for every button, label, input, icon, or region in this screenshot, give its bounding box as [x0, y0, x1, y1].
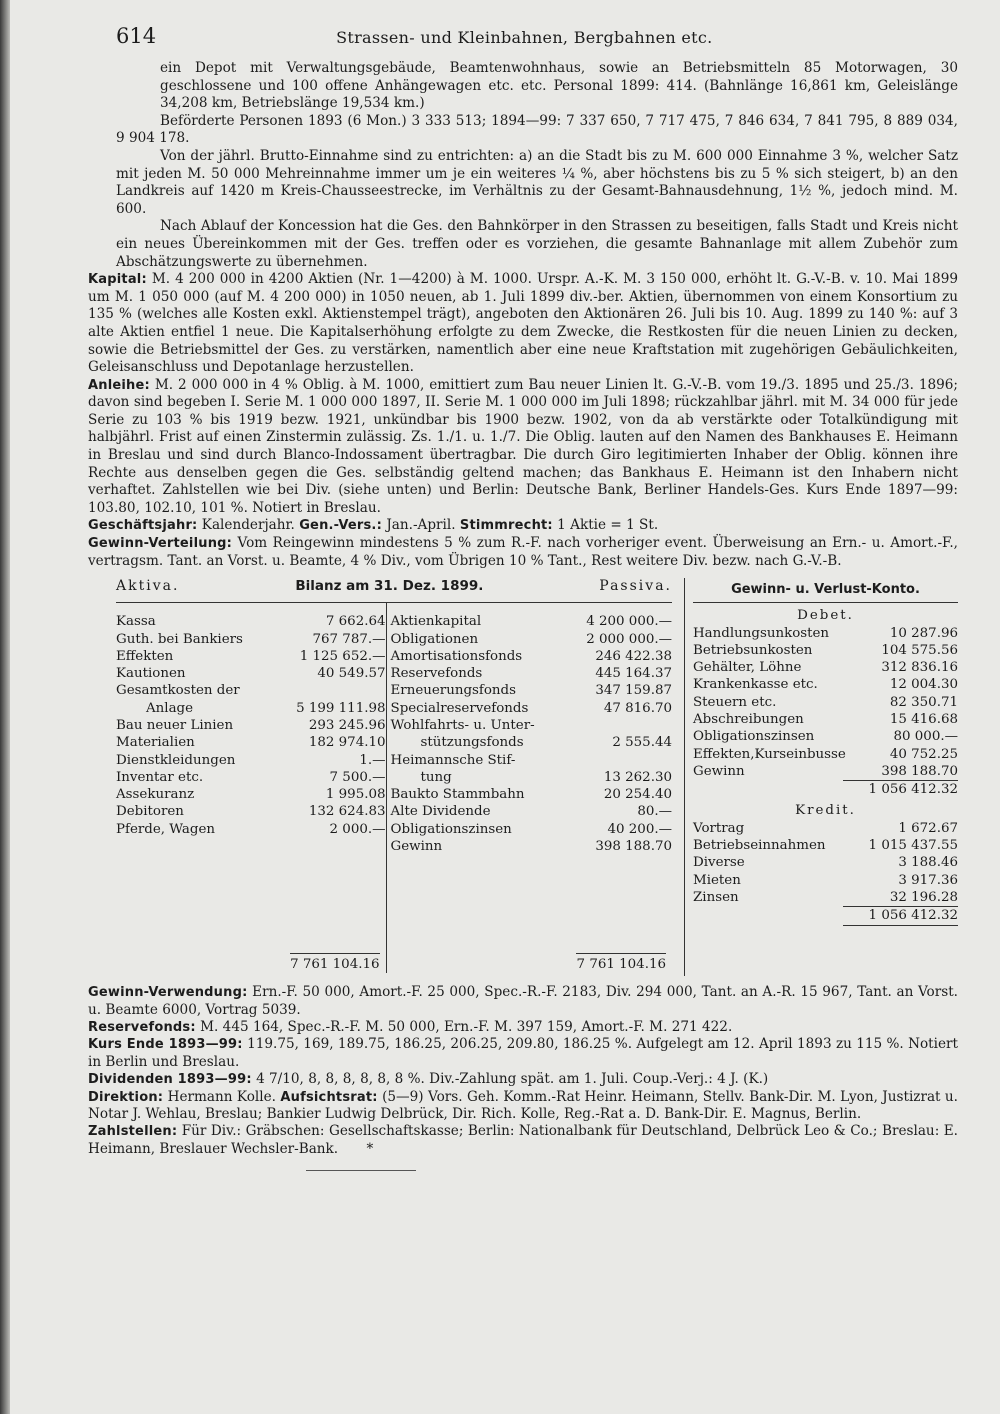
aktiva-column [116, 603, 387, 973]
aktiva-row [116, 613, 386, 630]
passiva-row [391, 786, 672, 803]
bilanz-table [116, 578, 672, 976]
passiva-row-value: 2 000 000.— [586, 631, 672, 647]
aktiva-row-label: Pferde, Wagen [116, 821, 216, 837]
page-number: 614 [116, 24, 157, 48]
debet-row-value: 80 000.— [893, 729, 958, 745]
aktiva-row-value: 1.— [359, 752, 386, 768]
kapital-paragraph [88, 271, 958, 377]
passiva-row-value: 2 555.44 [612, 735, 672, 751]
intro-paragraph-4: Nach Ablauf der Koncession hat die Ges. den Bahnkörper in den Strassen zu beseitigen, falls Stadt und Kreis nicht ein neues Übereinkommen mit der Ges. treffen oder es vorziehen, die gesamte Bahnanlage mit allem Zubehör zum Abschätzungswerte zu übernehmen. [116, 218, 958, 270]
aktiva-row-value: 7 662.64 [325, 614, 386, 630]
asterisk-mark: * [366, 1140, 374, 1157]
debet-row-value: 312 836.16 [881, 660, 958, 676]
aktiva-row-label: Materialien [116, 735, 195, 751]
aktiva-row [116, 665, 386, 682]
zahlstellen-paragraph [88, 1123, 958, 1158]
passiva-row [391, 752, 672, 769]
debet-row-label: Obligationszinsen [693, 729, 815, 745]
passiva-label: Passiva. [599, 578, 672, 595]
bilanz-header [116, 578, 672, 603]
passiva-row-value: 20 254.40 [603, 787, 672, 803]
passiva-row [391, 734, 672, 751]
passiva-row-value: 47 816.70 [603, 700, 672, 716]
reservefonds-label: Reservefonds: [88, 1020, 196, 1036]
debet-row-label: Steuern etc. [693, 694, 777, 710]
aktiva-row-label: Guth. bei Bankiers [116, 631, 243, 647]
debet-label: Debet. [797, 608, 854, 624]
debet-row [693, 676, 958, 693]
passiva-row-label: Baukto Stammbahn [390, 787, 525, 803]
passiva-row-value: 347 159.87 [595, 683, 672, 699]
page-header [116, 24, 958, 60]
kredit-row [693, 820, 958, 837]
debet-row-value: 10 287.96 [889, 625, 958, 641]
passiva-row [391, 821, 672, 838]
passiva-row [391, 838, 672, 855]
intro-paragraph-1: ein Depot mit Verwaltungsgebäude, Beamtenwohnhaus, sowie an Betriebsmitteln 85 Motorwagen, 30 geschlossene und 100 offene Anhängewagen etc. etc. Personal 1899: 414. (Bahnlänge 16,861 km, Geleislänge 34,208 km, Betriebslänge 19,534 km.) [160, 60, 958, 112]
direktion-paragraph [88, 1089, 958, 1124]
passiva-row-value: 246 422.38 [595, 648, 672, 664]
intro-paragraph-2: Beförderte Personen 1893 (6 Mon.) 3 333 513; 1894—99: 7 337 650, 7 717 475, 7 846 634, 7 841 795, 8 889 034, 9 904 178. [116, 112, 958, 147]
debet-row-label: Krankenkasse etc. [693, 677, 818, 693]
aktiva-row-label: Debitoren [116, 804, 184, 820]
dividenden-label: Dividenden 1893—99: [88, 1072, 252, 1088]
passiva-row-label: Gewinn [390, 839, 443, 855]
kredit-row-label: Mieten [693, 872, 741, 888]
passiva-row [391, 665, 672, 682]
kredit-label: Kredit. [795, 803, 856, 819]
gen-vers-label: Gen.-Vers.: [299, 518, 382, 534]
aktiva-row [116, 631, 386, 648]
zahlstellen-label: Zahlstellen: [88, 1124, 178, 1140]
aktiva-row [116, 752, 386, 769]
aktiva-row [116, 682, 386, 699]
passiva-row-label: Reservefonds [390, 666, 483, 682]
passiva-row-label: Erneuerungsfonds [390, 683, 516, 699]
gv-konto-title: Gewinn- u. Verlust-Konto. [693, 578, 958, 603]
stimmrecht-label: Stimmrecht: [459, 518, 553, 534]
dividenden-text: 4 7/10, 8, 8, 8, 8, 8, 8 %. Div.-Zahlung spät. am 1. Juli. Coup.-Verj.: 4 J. (K.) [256, 1071, 769, 1088]
aktiva-row-value: 293 245.96 [308, 718, 386, 733]
aktiva-row [116, 648, 386, 665]
aktiva-row-value: 5 199 111.98 [296, 700, 386, 716]
aktiva-row-label: Dienstkleidungen [116, 752, 236, 768]
passiva-row [391, 631, 672, 648]
kredit-row-label: Betriebseinnahmen [693, 838, 826, 854]
direktion-label: Direktion: [88, 1089, 164, 1105]
passiva-row [391, 717, 672, 734]
passiva-row-label: Obligationen [390, 631, 479, 647]
aktiva-row-label: Effekten [116, 648, 174, 664]
aktiva-row-value: 767 787.— [312, 631, 386, 647]
geschaeftsjahr-line [88, 517, 958, 535]
kapital-label: Kapital: [88, 272, 147, 288]
debet-row-value: 398 188.70 [881, 763, 958, 779]
kredit-row [693, 837, 958, 854]
aktiva-row [116, 717, 386, 734]
kredit-row-value: 32 196.28 [889, 889, 958, 905]
stimmrecht-text: 1 Aktie = 1 St. [557, 517, 659, 534]
aktiva-row [116, 786, 386, 803]
debet-row-value: 12 004.30 [889, 677, 958, 693]
debet-total: 1 056 412.32 [843, 780, 958, 798]
gewinn-verwendung-label: Gewinn-Verwendung: [88, 985, 248, 1001]
debet-row-label: Abschreibungen [693, 712, 804, 727]
kurs-text: 119.75, 169, 189.75, 186.25, 206.25, 209.80, 186.25 %. Aufgelegt am 12. April 1893 zu 115 %. Notiert in Berlin und Breslau. [88, 1036, 958, 1070]
kredit-row-value: 3 188.46 [898, 855, 958, 871]
aktiva-row [116, 821, 386, 838]
debet-row-value: 104 575.56 [881, 642, 958, 658]
bilanz-title: Bilanz am 31. Dez. 1899. [295, 578, 484, 595]
debet-row [693, 763, 958, 780]
passiva-row-value: 4 200 000.— [586, 614, 672, 630]
gewinn-verteilung-paragraph [88, 535, 958, 570]
gewinn-verwendung-paragraph [88, 984, 958, 1019]
passiva-row [391, 648, 672, 665]
aktiva-total: 7 761 104.16 [290, 953, 380, 973]
kapital-text: M. 4 200 000 in 4200 Aktien (Nr. 1—4200) à M. 1000. Urspr. A.-K. M. 3 150 000, erhöht lt. G.-V.-B. v. 10. Mai 1899 um M. 1 050 000 (auf M. 4 200 000) in 1050 neuen, ab 1. Juli 1899 div.-ber. Aktien, übernommen von einem Konsortium zu 135 % (welches alle Kosten exkl. Aktienstempel trägt), angeboten den Aktionären 26. Juli bis 10. Aug. 1899 zu 140 %: auf 3 alte Aktien entfiel 1 neue. Die Kapitalserhöhung erfolgte zu dem Zwecke, die Restkosten für die neuen Linien zu decken, sowie die Betriebsmittel der Ges. zu verstärken, namentlich aber eine neue Kraftstation mit zugehörigen Gebäulichkeiten, Geleisanschluss und Depotanlage herzustellen. [88, 271, 959, 376]
gen-vers-text: Jan.-April. [386, 517, 456, 534]
passiva-row-label: Aktienkapital [390, 614, 482, 630]
passiva-total: 7 761 104.16 [576, 953, 666, 973]
debet-row-label: Gehälter, Löhne [693, 660, 802, 676]
passiva-row-label: Wohlfahrts- u. Unter- [390, 718, 535, 733]
kredit-rows [693, 820, 958, 906]
passiva-row [391, 613, 672, 630]
aktiva-row [116, 700, 386, 717]
debet-row-value: 40 752.25 [889, 746, 958, 762]
passiva-row-value: 80.— [637, 804, 672, 820]
gv-konto-table [684, 578, 958, 976]
passiva-row-label: Specialreservefonds [390, 700, 529, 716]
kredit-row-label: Zinsen [693, 889, 739, 905]
kredit-row-value: 1 015 437.55 [868, 838, 958, 854]
aktiva-row [116, 769, 386, 786]
aktiva-row-label: Inventar etc. [116, 769, 204, 785]
geschaeftsjahr-label: Geschäftsjahr: [88, 518, 198, 534]
reservefonds-text: M. 445 164, Spec.-R.-F. M. 50 000, Ern.-F. M. 397 159, Amort.-F. M. 271 422. [200, 1019, 733, 1036]
aktiva-row-value: 40 549.57 [317, 666, 386, 682]
kredit-row-label: Vortrag [693, 820, 745, 836]
kredit-total: 1 056 412.32 [843, 906, 958, 925]
passiva-row-label: Obligationszinsen [390, 821, 512, 837]
aktiva-row [116, 803, 386, 820]
gewinn-verteilung-label: Gewinn-Verteilung: [88, 536, 233, 552]
aktiva-rows [116, 613, 386, 838]
anleihe-label: Anleihe: [88, 377, 150, 393]
aktiva-row-label: Kassa [116, 614, 156, 630]
debet-row [693, 642, 958, 659]
debet-row [693, 711, 958, 728]
passiva-row-value: 445 164.37 [595, 666, 672, 682]
aufsichtsrat-label: Aufsichtsrat: [280, 1089, 378, 1105]
reservefonds-paragraph [88, 1019, 958, 1036]
aktiva-row-value: 1 995.08 [325, 787, 386, 803]
aktiva-row-label: Assekuranz [116, 787, 195, 803]
passiva-row-label: tung [420, 769, 452, 785]
anleihe-text: M. 2 000 000 in 4 % Oblig. à M. 1000, emittiert zum Bau neuer Linien lt. G.-V.-B. vom 19./3. 1895 und 25./3. 1896; davon sind begeben I. Serie M. 1 000 000 1897, II. Serie M. 1 000 000 im Juli 1898; rückzahlbar jährl. mit M. 34 000 für jede Serie zu 103 % bis 1919 bezw. 1921, unkündbar bis 1900 bezw. 1902, von da ab verstärkte oder Totalkündigung mit halbjährl. Frist auf einen Zinstermin zulässig. Zs. 1./1. u. 1./7. Die Oblig. lauten auf den Namen des Bankhauses E. Heimann in Breslau und sind durch Blanco-Indossament übertragbar. Die durch Giro legitimierten Inhaber der Oblig. können ihre Rechte aus denselben gegen die Ges. selbständig geltend machen; das Bankhaus E. Heimann ist den Inhabern nicht verhaftet. Zahlstellen wie bei Div. (siehe unten) und Berlin: Deutsche Bank, Berliner Handels-Ges. Kurs Ende 1897—99: 103.80, 102.10, 101 %. Notiert in Breslau. [88, 376, 958, 516]
passiva-row-label: stützungsfonds [420, 735, 524, 751]
passiva-row-value: 13 262.30 [603, 769, 672, 785]
aktiva-row-label: Bau neuer Linien [116, 718, 234, 733]
debet-row [693, 659, 958, 676]
aktiva-row-label: Anlage [146, 700, 194, 716]
passiva-row-value: 398 188.70 [595, 839, 672, 855]
aufsichtsrat-text: (5—9) Vors. Geh. Komm.-Rat Heinr. Heimann, Stellv. Bank-Dir. M. Lyon, Justizrat u. Notar J. Wehlau, Breslau; Bankier Ludwig Delbrück, Dir. Rich. Kolle, Reg.-Rat a. D. Bank-Dir. E. Magnus, Berlin. [88, 1088, 959, 1123]
dividenden-paragraph [88, 1071, 958, 1088]
passiva-row-label: Amortisationsfonds [390, 648, 523, 664]
bilanz-columns [116, 603, 672, 973]
passiva-row [391, 700, 672, 717]
kredit-row [693, 854, 958, 871]
kredit-row-value: 3 917.36 [898, 872, 958, 888]
debet-row-label: Handlungsunkosten [693, 625, 830, 641]
anleihe-paragraph [88, 377, 958, 518]
aktiva-label: Aktiva. [116, 578, 180, 595]
passiva-row [391, 769, 672, 786]
debet-row-value: 15 416.68 [889, 712, 958, 727]
intro-paragraph-3: Von der jährl. Brutto-Einnahme sind zu entrichten: a) an die Stadt bis zu M. 600 000 Einnahme 3 %, welcher Satz mit jeden M. 50 000 Mehreinnahme immer um je ein weiteres ¼ %, aber höchstens bis zu 5 % sich steigert, b) an den Landkreis auf 1420 m Kreis-Chausseestrecke, im Verhältnis zu der Gesamt-Bahnausdehnung, 1½ %, jedoch mind. M. 600. [116, 147, 958, 217]
debet-row-label: Betriebsunkosten [693, 642, 813, 658]
debet-rows [693, 625, 958, 781]
financial-tables [116, 578, 958, 976]
aktiva-row-label: Kautionen [116, 666, 186, 682]
direktion-text: Hermann Kolle. [167, 1088, 276, 1105]
aktiva-row-value: 132 624.83 [308, 804, 386, 820]
scan-edge [0, 0, 10, 1414]
passiva-row-label: Alte Dividende [390, 804, 491, 820]
passiva-rows [391, 613, 672, 855]
aktiva-row-label: Gesamtkosten der [116, 683, 240, 699]
passiva-row [391, 803, 672, 820]
passiva-row [391, 682, 672, 699]
kredit-row [693, 889, 958, 906]
debet-row-label: Gewinn [693, 763, 745, 779]
aktiva-row-value: 1 125 652.— [299, 648, 386, 664]
kredit-row-value: 1 672.67 [898, 820, 958, 836]
debet-row [693, 728, 958, 745]
debet-row [693, 694, 958, 711]
debet-row-value: 82 350.71 [889, 694, 958, 710]
aktiva-row-value: 7 500.— [329, 769, 386, 785]
kurs-label: Kurs Ende 1893—99: [88, 1037, 243, 1053]
intro-section [88, 60, 959, 570]
passiva-column [387, 603, 672, 973]
passiva-row-label: Heimannsche Stif- [390, 752, 516, 768]
kurs-paragraph [88, 1036, 958, 1071]
gewinn-verteilung-text: Vom Reingewinn mindestens 5 % zum R.-F. nach vorheriger event. Überweisung an Ern.- u. Amort.-F., vertragsm. Tant. an Vorst. u. Beamte, 4 % Div., vom Übrigen 10 % Tant., Rest weitere Div. bezw. nach G.-V.-B. [88, 535, 958, 569]
gewinn-verwendung-text: Ern.-F. 50 000, Amort.-F. 25 000, Spec.-R.-F. 2183, Div. 294 000, Tant. an A.-R. 15 967, Tant. an Vorst. u. Beamte 6000, Vortrag 5039. [88, 984, 959, 1018]
debet-row [693, 625, 958, 642]
zahlstellen-text: Für Div.: Gräbschen: Gesellschaftskasse; Berlin: Nationalbank für Deutschland, Delbrück Leo & Co.; Breslau: E. Heimann, Breslauer Wechsler-Bank. [88, 1123, 958, 1157]
aktiva-row [116, 734, 386, 751]
geschaeftsjahr-text: Kalenderjahr. [201, 517, 295, 534]
kredit-row-label: Diverse [693, 855, 745, 871]
end-rule [306, 1170, 416, 1171]
kredit-row [693, 872, 958, 889]
debet-row [693, 746, 958, 763]
debet-row-label: Effekten,Kurseinbusse [693, 746, 846, 762]
passiva-row-value: 40 200.— [607, 821, 672, 837]
aktiva-row-value: 182 974.10 [308, 735, 386, 751]
running-title: Strassen- und Kleinbahnen, Bergbahnen etc. [336, 28, 713, 47]
footer-section [88, 984, 959, 1171]
aktiva-row-value: 2 000.— [329, 821, 386, 837]
